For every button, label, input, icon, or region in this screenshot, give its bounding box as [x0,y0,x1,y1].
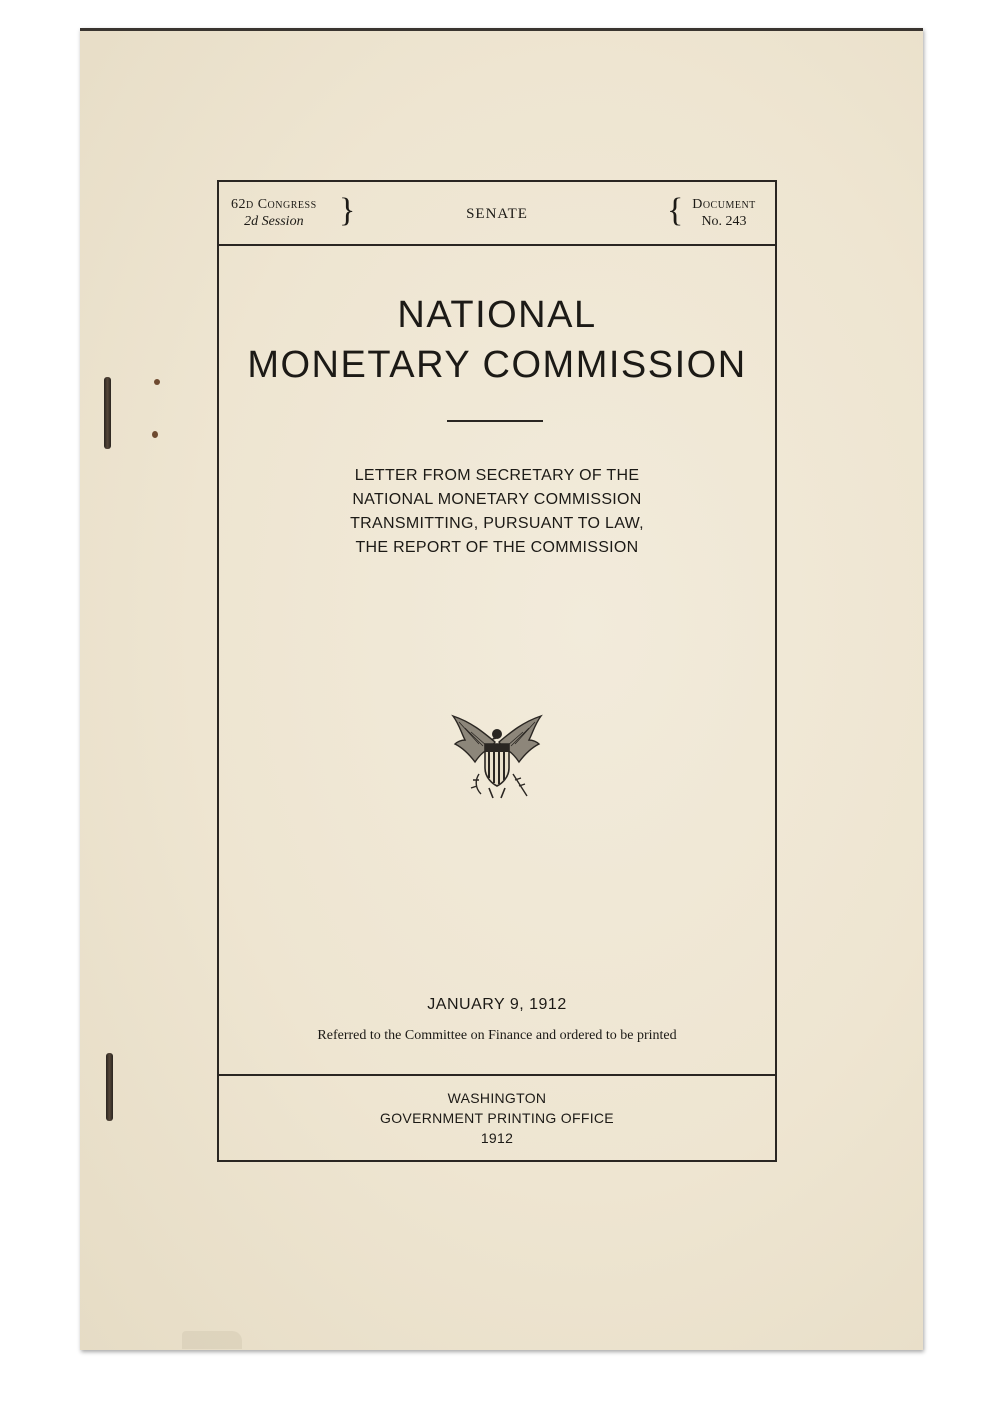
right-brace-icon: } [339,192,356,229]
stain-spot [152,431,158,438]
letter-line: THE REPORT OF THE COMMISSION [355,539,639,556]
imprint-city: WASHINGTON [447,1090,547,1106]
title-line-2: MONETARY COMMISSION [247,344,747,386]
left-brace-icon: { [667,192,684,229]
referral-note: Referred to the Committee on Finance and ordered to be printed [317,1028,677,1043]
imprint-year: 1912 [480,1130,514,1146]
title-frame [217,180,777,1162]
letter-line: TRANSMITTING, PURSUANT TO LAW, [350,515,644,532]
session-label: 2d Session [244,214,304,229]
imprint-office: GOVERNMENT PRINTING OFFICE [380,1110,614,1126]
letter-line: NATIONAL MONETARY COMMISSION [352,491,642,508]
header-row [219,182,775,246]
imprint [219,1088,775,1148]
stain-spot [154,379,160,385]
document-date: JANUARY 9, 1912 [427,996,567,1013]
staple-bottom [106,1053,113,1121]
document-number [681,196,767,230]
title-rule [447,420,543,422]
footer-rule [219,1074,775,1076]
letter-description [219,464,775,560]
chamber-label: SENATE [466,206,528,222]
staple-top [104,377,111,449]
eagle-seal-icon [449,714,545,804]
title-line-1: NATIONAL [397,294,597,336]
congress-label: 62d Congress [231,197,317,212]
corner-wear [182,1331,242,1349]
document-number-label: No. 243 [701,214,747,229]
document-label: Document [692,197,756,212]
letter-line: LETTER FROM SECRETARY OF THE [354,467,640,484]
